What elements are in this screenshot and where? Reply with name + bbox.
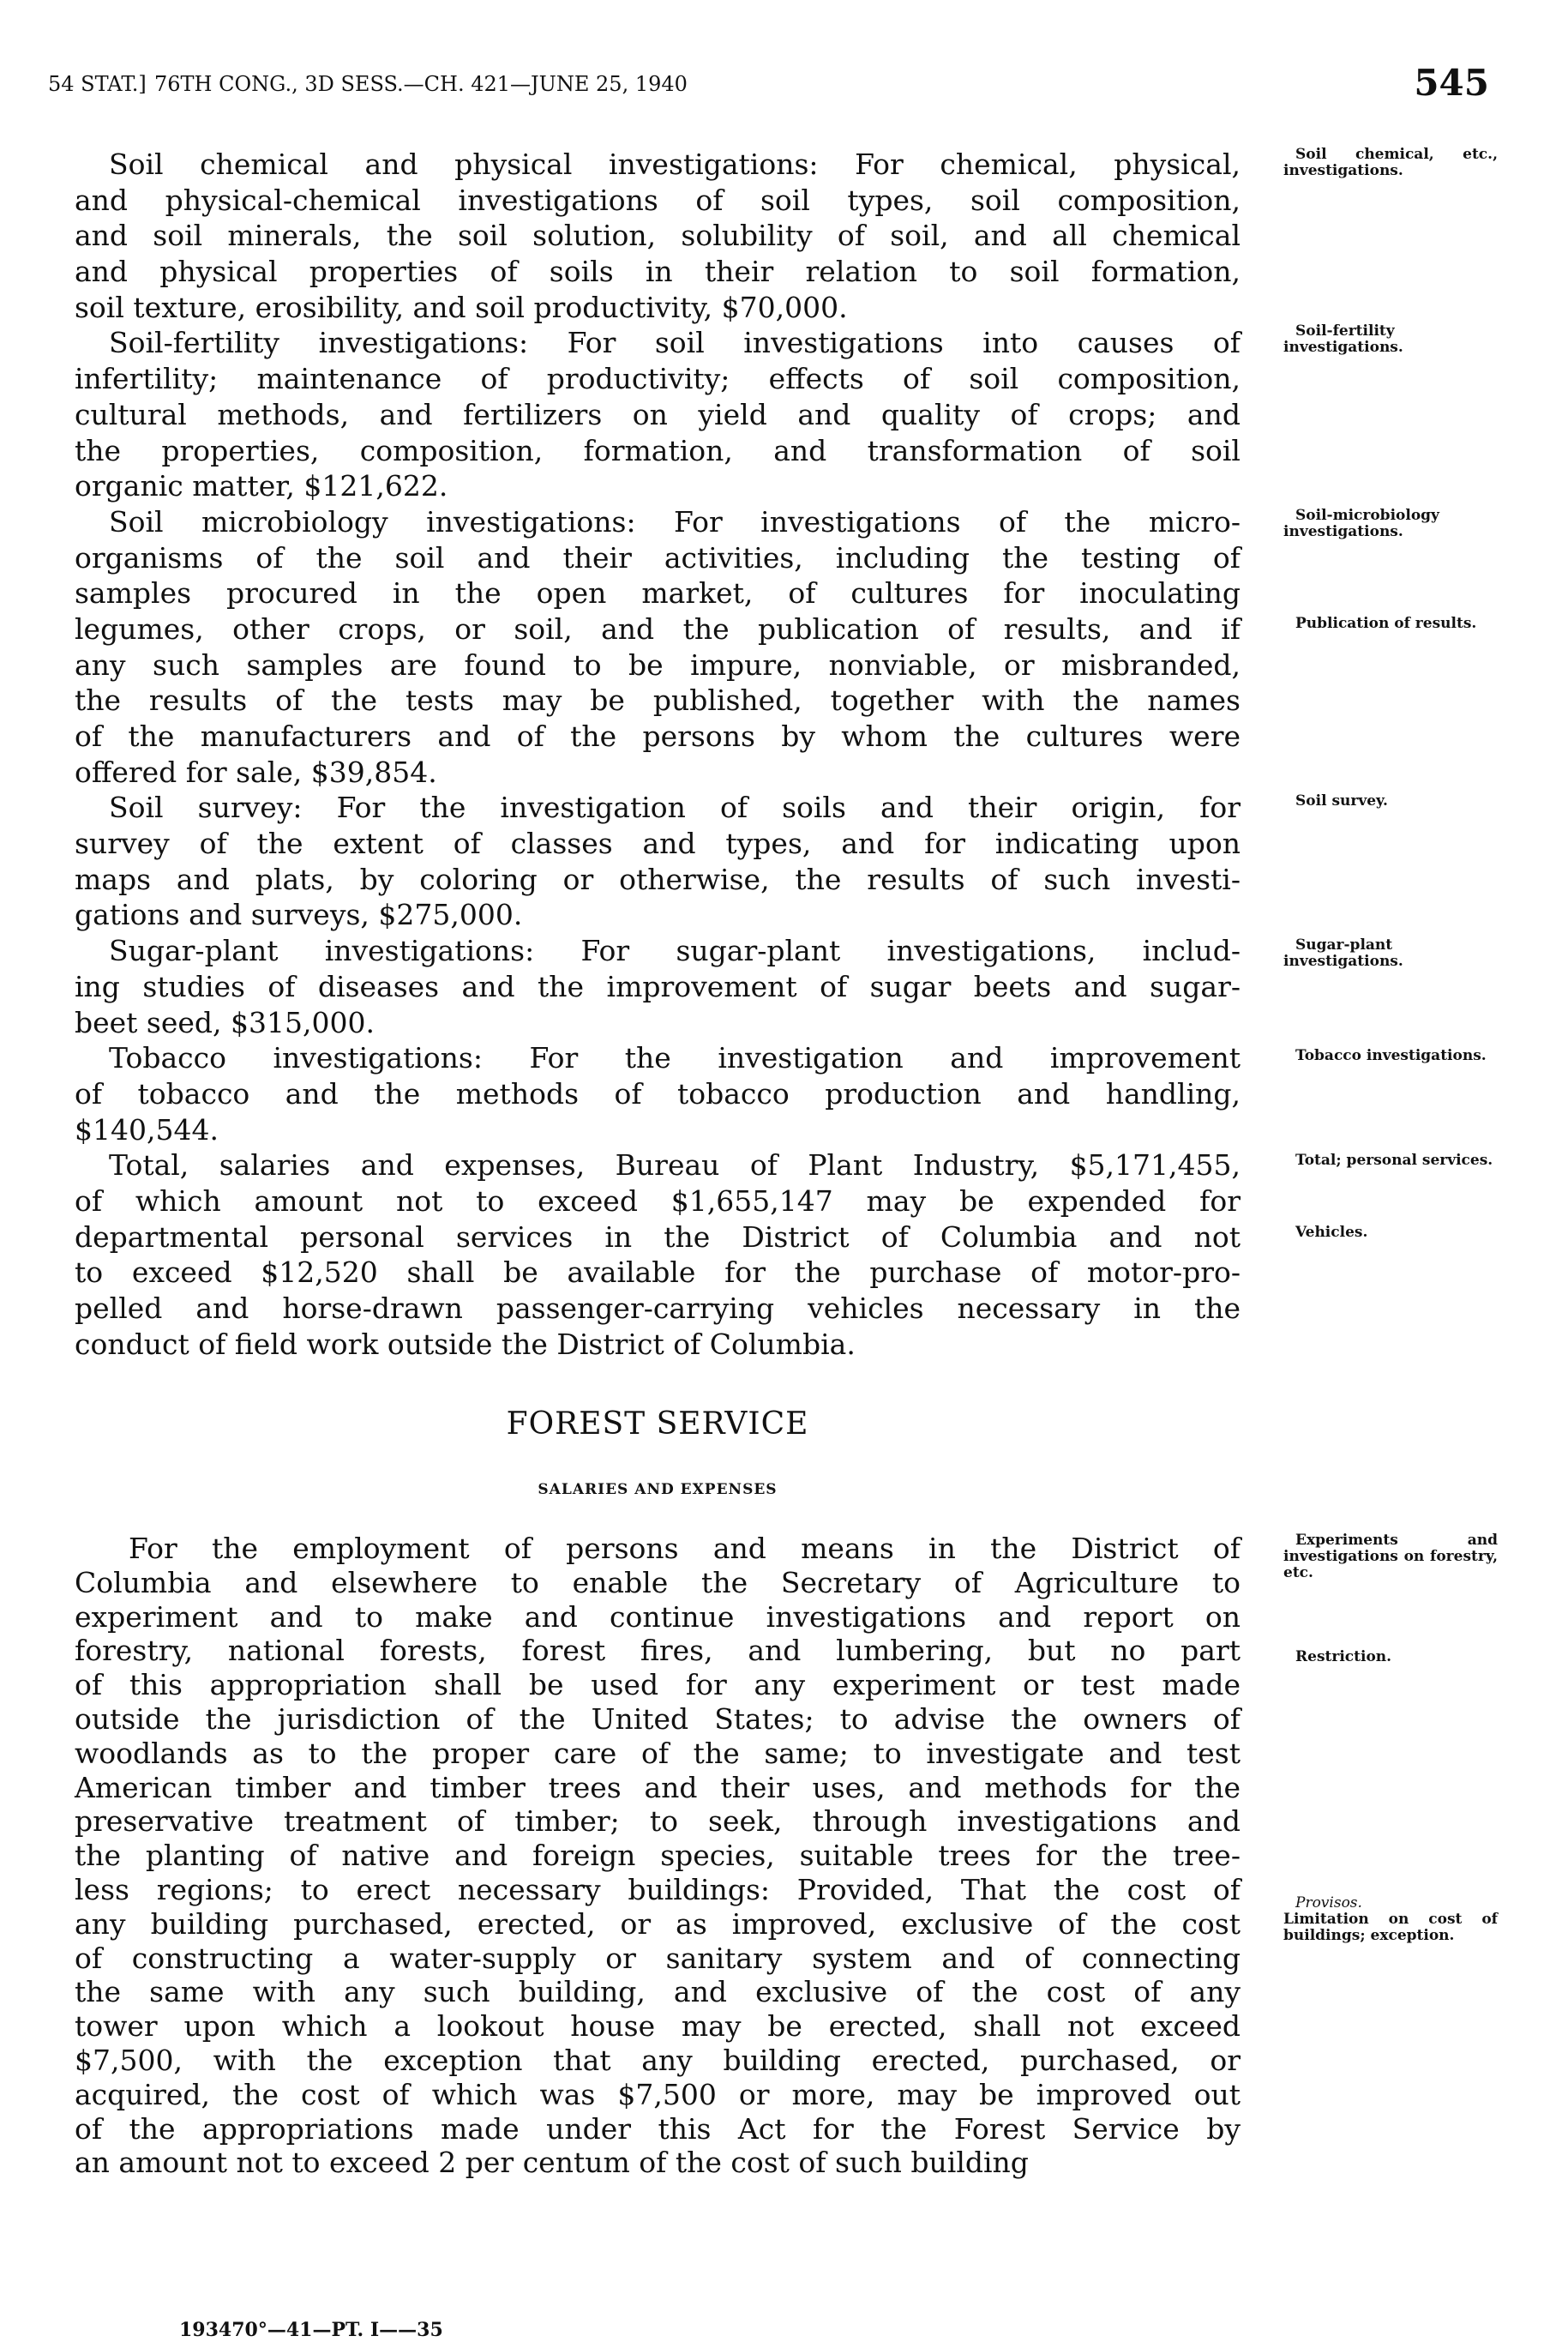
text-line: preservative treatment of timber; to seek, through investigations and xyxy=(75,1804,1241,1839)
paragraph xyxy=(75,504,1241,791)
margin-note xyxy=(1283,937,1498,970)
margin-note-provisos: Provisos. xyxy=(1295,1894,1362,1912)
margin-note xyxy=(1283,616,1498,632)
text-line: of tobacco and the methods of tobacco production and handling, xyxy=(75,1076,1241,1111)
paragraph xyxy=(75,325,1241,503)
printer-imprint: 193470°—41—PT. I——35 xyxy=(179,2319,443,2341)
margin-note xyxy=(1283,1895,1498,1944)
paragraph xyxy=(75,1532,1241,2180)
text-line: samples procured in the open market, of cultures for inoculating xyxy=(75,576,1241,611)
paragraph xyxy=(75,147,1241,325)
margin-note xyxy=(1283,1153,1498,1169)
text-line: Tobacco investigations: For the investigation and improvement xyxy=(109,1041,1241,1075)
margin-note-text: Total; personal services. xyxy=(1295,1152,1493,1169)
paragraph xyxy=(75,1040,1241,1147)
margin-note xyxy=(1283,1649,1498,1665)
text-line: $140,544. xyxy=(75,1112,219,1147)
section-subtitle: SALARIES AND EXPENSES xyxy=(538,1481,778,1498)
margin-note-text: Soil-fertility investigations. xyxy=(1283,322,1403,356)
text-line: woodlands as to the proper care of the same; to investigate and test xyxy=(75,1736,1241,1770)
text-line: maps and plats, by coloring or otherwise, the results of such investi- xyxy=(75,862,1241,896)
margin-note xyxy=(1283,1048,1498,1064)
text-line: any such samples are found to be impure, nonviable, or misbranded, xyxy=(75,647,1241,682)
margin-note-text: Soil-microbiology investigations. xyxy=(1283,507,1439,540)
text-line: outside the jurisdiction of the United States; to advise the owners of xyxy=(75,1701,1241,1736)
text-line: tower upon which a lookout house may be erected, shall not exceed xyxy=(75,2009,1241,2044)
text-line: the results of the tests may be published, together with the names xyxy=(75,683,1241,718)
section-title: FOREST SERVICE xyxy=(506,1406,809,1442)
text-line: of the manufacturers and of the persons by whom the cultures were xyxy=(75,719,1241,753)
text-line: legumes, other crops, or soil, and the publication of results, and if xyxy=(75,611,1241,646)
text-line: Soil-fertility investigations: For soil investigations into causes of xyxy=(109,326,1241,360)
text-line: conduct of field work outside the District of Columbia. xyxy=(75,1327,856,1361)
margin-note-text: Sugar-plant investigations. xyxy=(1283,936,1403,970)
text-line: Soil microbiology investigations: For investigations of the micro- xyxy=(109,504,1241,539)
text-line: offered for sale, $39,854. xyxy=(75,755,437,789)
text-line: survey of the extent of classes and types, and for indicating upon xyxy=(75,827,1241,861)
text-line: and soil minerals, the soil solution, solubility of soil, and all chemical xyxy=(75,219,1241,253)
text-line: any building purchased, erected, or as improved, exclusive of the cost xyxy=(75,1906,1241,1941)
text-line: and physical properties of soils in their relation to soil formation, xyxy=(75,255,1241,289)
plant-industry-text xyxy=(75,147,1241,1362)
paragraph xyxy=(75,790,1241,933)
text-line: $7,500, with the exception that any building erected, purchased, or xyxy=(75,2043,1241,2077)
margin-note-text: Restriction. xyxy=(1295,1648,1392,1665)
margin-note xyxy=(1283,793,1498,810)
text-line: of this appropriation shall be used for any experiment or test made xyxy=(75,1668,1241,1702)
text-line: infertility; maintenance of productivity; effects of soil composition, xyxy=(75,362,1241,396)
text-line: organisms of the soil and their activities, including the testing of xyxy=(75,540,1241,575)
text-line: the same with any such building, and exclusive of the cost of any xyxy=(75,1975,1241,2009)
text-line: For the employment of persons and means in the District of xyxy=(129,1532,1241,1565)
text-line: of the appropriations made under this Act for the Forest Service by xyxy=(75,2111,1241,2146)
text-line: soil texture, erosibility, and soil productivity, $70,000. xyxy=(75,290,848,324)
text-line: Total, salaries and expenses, Bureau of Plant Industry, $5,171,455, xyxy=(109,1148,1241,1183)
text-line: Columbia and elsewhere to enable the Secretary of Agriculture to xyxy=(75,1565,1241,1599)
text-line: of constructing a water-supply or sanitary system and of connecting xyxy=(75,1941,1241,1975)
forest-service-text xyxy=(75,1532,1241,2180)
text-line: ing studies of diseases and the improvement of sugar beets and sugar- xyxy=(75,969,1241,1003)
text-line: forestry, national forests, forest fires, and lumbering, but no part xyxy=(75,1634,1241,1668)
margin-note xyxy=(1283,147,1498,179)
page-number: 545 xyxy=(1414,62,1489,104)
paragraph xyxy=(75,933,1241,1040)
text-line: of which amount not to exceed $1,655,147 may be expended for xyxy=(75,1183,1241,1218)
text-line: and physical-chemical investigations of soil types, soil composition, xyxy=(75,183,1241,217)
margin-note-text: Tobacco investigations. xyxy=(1295,1047,1487,1064)
margin-note-text: Limitation on cost of buildings; exception. xyxy=(1283,1911,1498,1944)
text-line: Soil survey: For the investigation of soils and their origin, for xyxy=(109,791,1241,825)
margin-note xyxy=(1283,1532,1498,1581)
text-line: experiment and to make and continue investigations and report on xyxy=(75,1599,1241,1634)
text-line: beet seed, $315,000. xyxy=(75,1005,375,1039)
margin-note xyxy=(1283,1225,1498,1241)
text-line: the properties, composition, formation, and transformation of soil xyxy=(75,433,1241,467)
text-line: less regions; to erect necessary buildings: Provided, That the cost of xyxy=(75,1872,1241,1906)
margin-note-text: Publication of results. xyxy=(1295,615,1477,632)
text-line: Sugar-plant investigations: For sugar-plant investigations, includ- xyxy=(109,934,1241,968)
text-line: pelled and horse-drawn passenger-carrying vehicles necessary in the xyxy=(75,1291,1241,1325)
text-line: Soil chemical and physical investigations: For chemical, physical, xyxy=(109,148,1241,181)
paragraph xyxy=(75,1147,1241,1362)
text-line: to exceed $12,520 shall be available for the purchase of motor-pro- xyxy=(75,1255,1241,1290)
text-line: gations and surveys, $275,000. xyxy=(75,898,523,932)
margin-note-text: Experiments and investigations on forestry, etc. xyxy=(1283,1532,1498,1581)
text-line: American timber and timber trees and their uses, and methods for the xyxy=(75,1770,1241,1804)
text-line: the planting of native and foreign species, suitable trees for the tree- xyxy=(75,1839,1241,1873)
margin-note-text: Soil chemical, etc., investigations. xyxy=(1283,146,1498,179)
margin-note xyxy=(1283,323,1498,356)
running-head-volume: 54 STAT.] xyxy=(48,72,147,96)
text-line: cultural methods, and fertilizers on yield and quality of crops; and xyxy=(75,397,1241,431)
text-line: an amount not to exceed 2 per centum of the cost of such building xyxy=(75,2146,1029,2180)
margin-note xyxy=(1283,508,1498,540)
text-line: acquired, the cost of which was $7,500 or more, may be improved out xyxy=(75,2077,1241,2111)
margin-note-text: Vehicles. xyxy=(1295,1224,1368,1241)
text-line: departmental personal services in the District of Columbia and not xyxy=(75,1219,1241,1254)
text-line: organic matter, $121,622. xyxy=(75,469,448,503)
margin-note-text: Soil survey. xyxy=(1295,792,1388,810)
running-head-title: 76TH CONG., 3D SESS.—CH. 421—JUNE 25, 1940 xyxy=(154,72,688,96)
